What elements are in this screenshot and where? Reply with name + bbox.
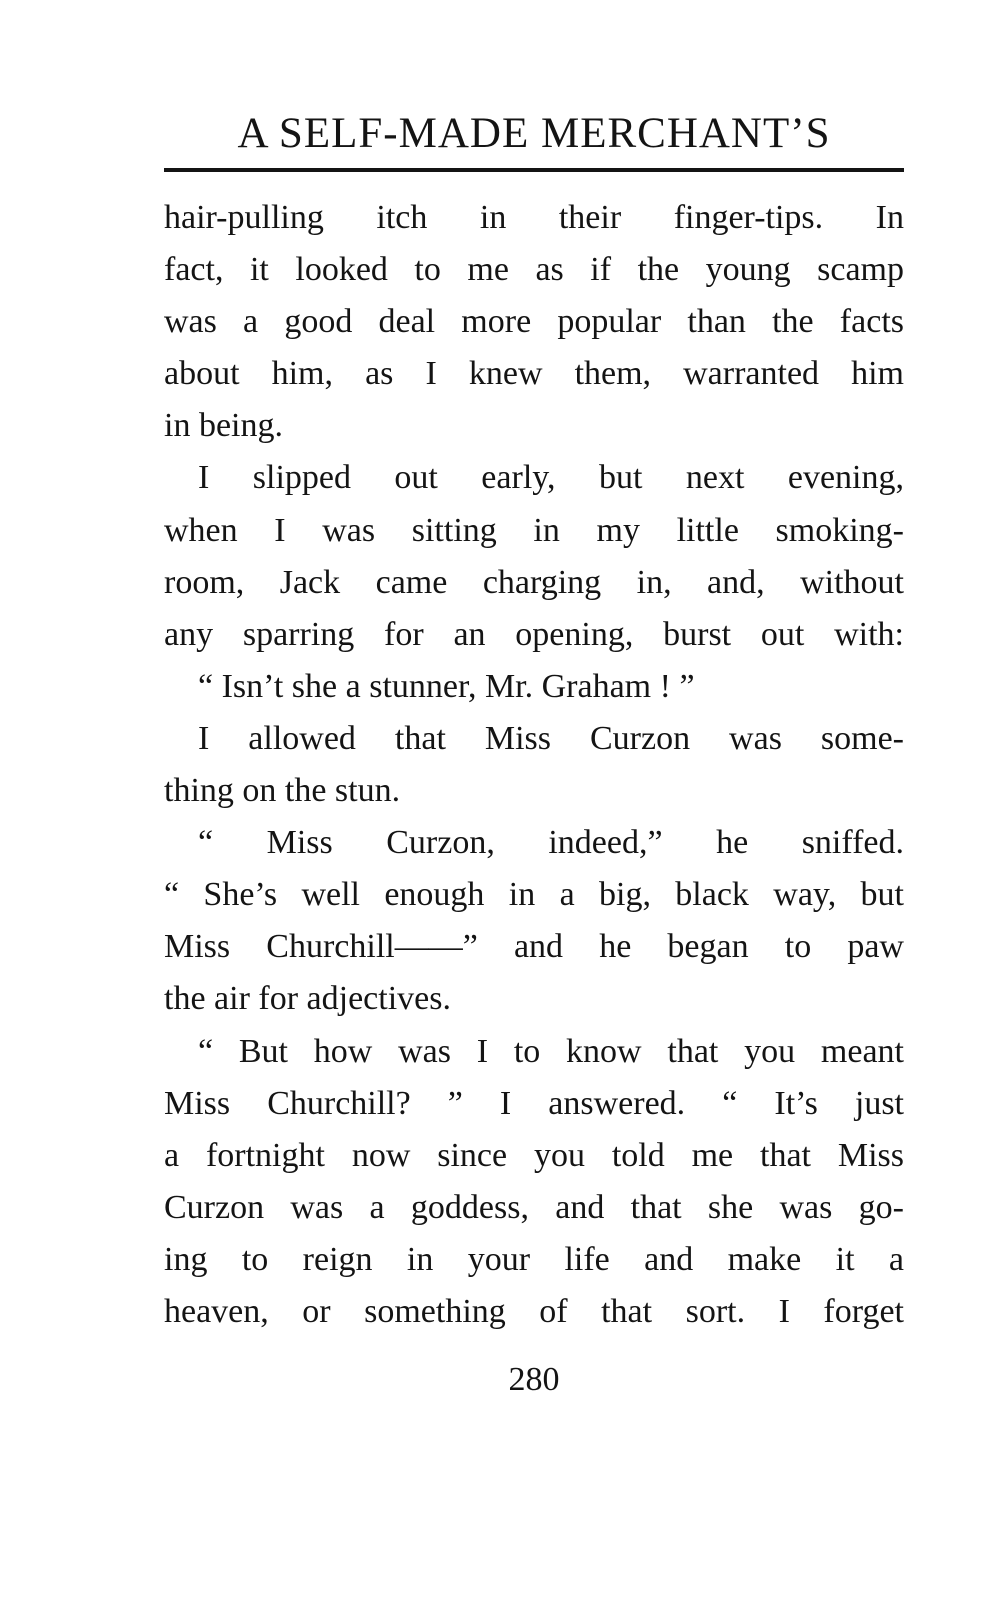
text-line: fact, it looked to me as if the young scamp [164, 251, 904, 289]
text-line: heaven, or something of that sort. I forget [164, 1292, 904, 1330]
text-line: “ Isn’t she a stunner, Mr. Graham ! ” [198, 667, 695, 705]
text-line: any sparring for an opening, burst out with: [164, 615, 904, 653]
text-line: hair-pulling itch in their finger-tips. In [164, 199, 904, 236]
text-line: I allowed that Miss Curzon was some- [198, 719, 904, 757]
text-line: Curzon was a goddess, and that she was go- [164, 1188, 904, 1226]
text-line: Miss Churchill? ” I answered. “ It’s just [164, 1084, 904, 1122]
text-line: when I was sitting in my little smoking- [164, 511, 904, 549]
text-line: in being. [164, 407, 283, 445]
header-rule [164, 168, 904, 172]
text-line: the air for adjectives. [164, 980, 451, 1018]
text-line: “ She’s well enough in a big, black way, but [164, 876, 904, 914]
text-line: a fortnight now since you told me that Miss [164, 1136, 904, 1174]
text-line: thing on the stun. [164, 772, 401, 810]
running-head-title: A SELF-MADE MERCHANT’S [237, 110, 831, 157]
text-line: was a good deal more popular than the facts [164, 303, 904, 341]
text-line: room, Jack came charging in, and, without [164, 563, 904, 601]
text-line: about him, as I knew them, warranted him [164, 355, 904, 393]
text-line: “ Miss Curzon, indeed,” he sniffed. [198, 824, 904, 862]
text-line: I slipped out early, but next evening, [198, 459, 904, 497]
body-text [164, 192, 904, 1338]
text-line: Miss Churchill——” and he began to paw [164, 928, 904, 966]
text-line: ing to reign in your life and make it a [164, 1240, 904, 1278]
text-line: “ But how was I to know that you meant [198, 1032, 904, 1070]
page-number: 280 [508, 1361, 560, 1398]
